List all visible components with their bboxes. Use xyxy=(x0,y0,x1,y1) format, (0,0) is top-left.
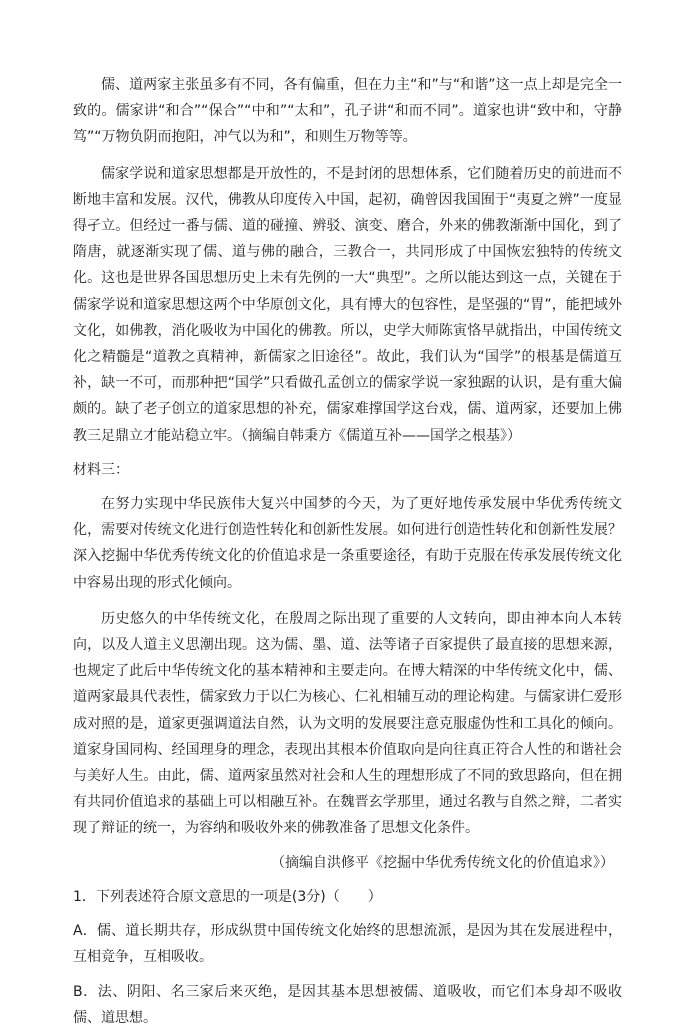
paragraph-harmony: 儒、道两家主张虽多有不同，各有偏重，但在力主“和”与“和谐”这一点上却是完全一致的。儒家讲“和合”“保合”“中和”“太和”，孔子讲“和而不同”。道家也讲“致中和，守静笃”“万物负阴而抱阳，冲气以为和”，和则生万物等等。 xyxy=(73,77,622,146)
paragraph-openness: 儒家学说和道家思想都是开放性的，不是封闭的思想体系，它们随着历史的前进而不断地丰富和发展。汉代，佛教从印度传入中国，起初，确曾因我国囿于“夷夏之辨”一度显得孑立。但经过一番与儒、道的碰撞、辨驳、演变、磨合，外来的佛教渐渐中国化，到了隋唐，就逐渐实现了儒、道与佛的融合，三教合一，共同形成了中国恢宏独特的传统文化。这也是世界各国思想历史上未有先例的一大“典型”。之所以能达到这一点，关键在于儒家学说和道家思想这两个中华原创文化，具有博大的包容性，是坚强的“胃”，能把域外文化，如佛教，消化吸收为中国化的佛教。所以，史学大师陈寅恪早就指出，中国传统文化之精髓是“道教之真精神，新儒家之旧途径”。故此，我们认为“国学”的根基是儒道互补，缺一不可，而那种把“国学”只看做孔孟创立的儒家学说一家独踞的认识，是有重大偏颇的。缺了老子创立的道家思想的补充，儒家难撑国学这台戏，儒、道两家，还要加上佛教三足鼎立才能站稳立牢。（摘编自韩秉方《儒道互补——国学之根基》） xyxy=(73,165,622,444)
question-stem: 1．下列表述符合原文意思的一项是(3分)（ ） xyxy=(73,888,382,905)
option-b: B．法、阴阳、名三家后来灭绝，是因其基本思想被儒、道吸收，而它们本身却不吸收儒、道思想。 xyxy=(73,983,622,1026)
source-citation: （摘编自洪修平《挖掘中华优秀传统文化的价值追求》） xyxy=(271,854,614,871)
paragraph-history: 历史悠久的中华传统文化，在殷周之际出现了重要的人文转向，即由神本向人本转向，以及人道主义思潮出现。这为儒、墨、道、法等诸子百家提供了最直接的思想来源，也规定了此后中华传统文化的基本精神和主要走向。在博大精深的中华传统文化中，儒、道两家最具代表性，儒家致力于以仁为核心、仁礼相辅互动的理论构建。与儒家讲仁爱形成对照的是，道家更强调道法自然，认为文明的发展要注意克服虚伪性和工具化的倾向。道家身国同构、经国理身的理念，表现出其根本价值取向是向往真正符合人性的和谐社会与美好人生。由此，儒、道两家虽然对社会和人生的理想形成了不同的致思路向，但在拥有共同价值追求的基础上可以相融互补。在魏晋玄学那里，通过名教与自然之辩，二者实现了辩证的统一，为容纳和吸收外来的佛教准备了思想文化条件。 xyxy=(73,610,622,837)
option-a: A．儒、道长期共存，形成纵贯中国传统文化始终的思想流派，是因为其在发展进程中，互相竞争，互相吸收。 xyxy=(73,923,622,966)
paragraph-chinese-dream: 在努力实现中华民族伟大复兴中国梦的今天，为了更好地传承发展中华优秀传统文化，需要对传统文化进行创造性转化和创新性发展。如何进行创造性转化和创新性发展？深入挖掘中华优秀传统文化的价值追求是一条重要途径，有助于克服在传承发展传统文化中容易出现的形式化倾向。 xyxy=(73,496,622,591)
material-three-label: 材料三： xyxy=(73,461,129,478)
